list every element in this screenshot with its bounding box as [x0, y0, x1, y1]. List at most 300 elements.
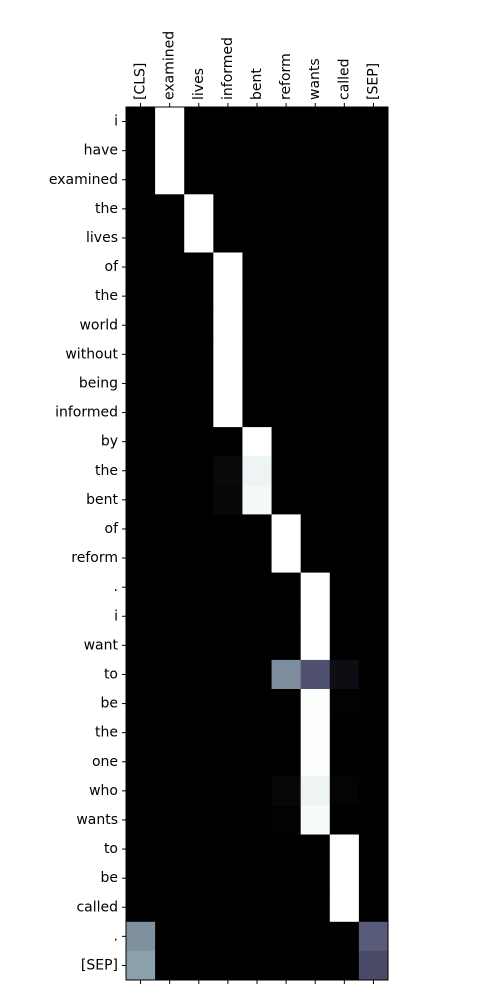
heatmap-cell [155, 776, 185, 806]
heatmap-cell [213, 107, 243, 137]
heatmap-cell [213, 398, 243, 428]
heatmap-cell [126, 456, 156, 486]
heatmap-cell [330, 369, 360, 399]
heatmap-cell [359, 311, 389, 341]
heatmap-cell [301, 718, 331, 748]
y-tick-label: i [114, 608, 118, 625]
heatmap-cell [155, 282, 185, 312]
heatmap-cell [213, 194, 243, 224]
heatmap-cell [272, 835, 302, 865]
heatmap-cell [242, 136, 272, 166]
heatmap-cell [242, 107, 272, 137]
heatmap-cell [184, 253, 214, 283]
heatmap-cell [213, 427, 243, 457]
heatmap-cell [242, 631, 272, 661]
heatmap-cell [272, 282, 302, 312]
heatmap-cell [213, 136, 243, 166]
y-tick-label: i [114, 113, 118, 130]
heatmap-cell [330, 660, 360, 690]
y-tick-label: without [65, 346, 118, 363]
heatmap-cell [272, 573, 302, 603]
heatmap-cell [330, 718, 360, 748]
heatmap-cell [330, 223, 360, 253]
heatmap-cell [242, 223, 272, 253]
heatmap-cell [126, 747, 156, 777]
heatmap-cell [155, 718, 185, 748]
x-tick-label: bent [249, 68, 265, 100]
heatmap-cell [126, 864, 156, 894]
heatmap-cell [301, 747, 331, 777]
x-tick-label: [CLS] [132, 62, 149, 100]
heatmap-cell [213, 893, 243, 923]
heatmap-cell [301, 194, 331, 224]
heatmap-cell [126, 136, 156, 166]
y-axis-ticks [122, 122, 126, 966]
heatmap-cell [359, 805, 389, 835]
heatmap-cell [242, 922, 272, 952]
heatmap-cell [272, 427, 302, 457]
y-tick-label: be [100, 695, 118, 712]
heatmap-cell [330, 631, 360, 661]
y-tick-label: reform [71, 550, 118, 567]
heatmap-cell [330, 253, 360, 283]
heatmap-cell [272, 544, 302, 574]
heatmap-cell [213, 864, 243, 894]
heatmap-cell [126, 602, 156, 632]
heatmap-cell [330, 514, 360, 544]
heatmap-cell [213, 660, 243, 690]
y-tick-label: informed [55, 404, 118, 421]
heatmap-cell [301, 456, 331, 486]
heatmap-cell [301, 573, 331, 603]
heatmap-cell [242, 573, 272, 603]
heatmap-cell [301, 136, 331, 166]
heatmap-cell [213, 340, 243, 370]
heatmap-cell [155, 689, 185, 719]
heatmap-cell [126, 573, 156, 603]
heatmap-cell [359, 282, 389, 312]
heatmap-cell [126, 427, 156, 457]
y-tick-label: to [103, 666, 118, 683]
heatmap-cell [155, 165, 185, 195]
heatmap-cell [242, 602, 272, 632]
heatmap-cell [359, 835, 389, 865]
heatmap-cell [272, 805, 302, 835]
heatmap-cell [301, 631, 331, 661]
x-axis-tick-labels [133, 31, 382, 100]
heatmap-cell [184, 136, 214, 166]
heatmap-cell [242, 835, 272, 865]
heatmap-cell [359, 893, 389, 923]
heatmap-cell [126, 369, 156, 399]
y-tick-label: the [95, 288, 118, 305]
heatmap-cell [330, 398, 360, 428]
heatmap-cell [126, 631, 156, 661]
heatmap-cell [126, 514, 156, 544]
heatmap-cell [213, 456, 243, 486]
heatmap-cell [301, 776, 331, 806]
heatmap-cell [184, 282, 214, 312]
heatmap-cell [359, 456, 389, 486]
heatmap-cell [155, 747, 185, 777]
heatmap-cell [330, 835, 360, 865]
heatmap-cell [359, 223, 389, 253]
heatmap-cell [213, 485, 243, 515]
heatmap-cell [242, 194, 272, 224]
heatmap-cell [184, 514, 214, 544]
heatmap-cell [301, 922, 331, 952]
heatmap-cell [155, 340, 185, 370]
heatmap-cell [330, 602, 360, 632]
y-tick-label: being [78, 375, 118, 392]
heatmap-cell [126, 718, 156, 748]
heatmap-cell [301, 951, 331, 981]
heatmap-cell [330, 776, 360, 806]
heatmap-cell [213, 718, 243, 748]
heatmap-cell [184, 747, 214, 777]
heatmap-cell [155, 311, 185, 341]
heatmap-cell [272, 602, 302, 632]
heatmap-cell [272, 718, 302, 748]
heatmap-cell [359, 194, 389, 224]
heatmap-cell [184, 893, 214, 923]
y-tick-label: want [83, 637, 118, 654]
heatmap-cell [242, 747, 272, 777]
y-tick-label: wants [76, 811, 118, 828]
heatmap-cell [126, 544, 156, 574]
heatmap-cell [272, 456, 302, 486]
heatmap-cell [272, 893, 302, 923]
heatmap-cell [155, 805, 185, 835]
heatmap-cell [272, 660, 302, 690]
heatmap-cell [330, 893, 360, 923]
heatmap-cell [242, 514, 272, 544]
heatmap-cell [213, 602, 243, 632]
heatmap-cell [242, 456, 272, 486]
heatmap-cell [301, 253, 331, 283]
heatmap-cell [242, 398, 272, 428]
y-tick-label: the [95, 724, 118, 741]
heatmap-cell [184, 340, 214, 370]
heatmap-cell [213, 223, 243, 253]
heatmap-cell [184, 951, 214, 981]
heatmap-cell [213, 544, 243, 574]
heatmap-cell [184, 544, 214, 574]
heatmap-cell [155, 514, 185, 544]
y-tick-label: of [104, 520, 118, 537]
heatmap-cell [184, 311, 214, 341]
heatmap-cell [301, 602, 331, 632]
heatmap-cell [301, 107, 331, 137]
heatmap-cell [126, 107, 156, 137]
heatmap-cell [213, 951, 243, 981]
heatmap-cell [242, 893, 272, 923]
heatmap-cell [242, 689, 272, 719]
heatmap-cell [242, 369, 272, 399]
heatmap-cell [184, 718, 214, 748]
heatmap-cell [184, 398, 214, 428]
heatmap-cell [359, 485, 389, 515]
heatmap-cell [184, 922, 214, 952]
heatmap-cell [301, 165, 331, 195]
heatmap-cell [155, 253, 185, 283]
heatmap-cell [126, 951, 156, 981]
heatmap-cell [184, 602, 214, 632]
heatmap-cell [301, 485, 331, 515]
heatmap-cell [242, 805, 272, 835]
heatmap-cell [242, 311, 272, 341]
heatmap-cell [155, 136, 185, 166]
y-tick-label: one [91, 753, 118, 770]
heatmap-cell [126, 194, 156, 224]
heatmap-cell [213, 573, 243, 603]
heatmap-cell [213, 369, 243, 399]
heatmap-cell [359, 369, 389, 399]
heatmap-cell [359, 689, 389, 719]
heatmap-cell [213, 165, 243, 195]
heatmap-cell [126, 223, 156, 253]
heatmap-cell [213, 776, 243, 806]
heatmap-cell [272, 136, 302, 166]
heatmap-cell [126, 893, 156, 923]
heatmap-cell [359, 544, 389, 574]
heatmap-cell [184, 456, 214, 486]
y-tick-label: have [83, 142, 118, 159]
heatmap-cell [184, 427, 214, 457]
heatmap-cell [155, 660, 185, 690]
heatmap-cell [359, 718, 389, 748]
y-tick-label: examined [48, 171, 118, 188]
heatmap-cell [301, 835, 331, 865]
heatmap-cell [301, 398, 331, 428]
heatmap-cell [330, 864, 360, 894]
heatmap-cell [155, 427, 185, 457]
heatmap-cell [126, 485, 156, 515]
heatmap-cell [155, 369, 185, 399]
heatmap-cell [126, 776, 156, 806]
x-tick-label: examined [161, 30, 178, 100]
heatmap-cell [184, 369, 214, 399]
heatmap-cell [184, 689, 214, 719]
x-tick-label: called [336, 58, 353, 100]
y-tick-label: who [89, 782, 118, 799]
heatmap-cell [213, 805, 243, 835]
y-tick-label: . [113, 928, 118, 945]
heatmap-cell [330, 340, 360, 370]
heatmap-cell [301, 864, 331, 894]
heatmap-cell [126, 311, 156, 341]
heatmap-cell [155, 223, 185, 253]
heatmap-cell [213, 631, 243, 661]
x-tick-label: lives [190, 68, 207, 100]
heatmap-cell [126, 835, 156, 865]
heatmap-cell [330, 165, 360, 195]
heatmap-cell [126, 398, 156, 428]
heatmap-cell [330, 194, 360, 224]
heatmap-cell [301, 340, 331, 370]
heatmap-cell [359, 398, 389, 428]
heatmap-cell [155, 631, 185, 661]
heatmap-cell [184, 223, 214, 253]
heatmap-cell [359, 747, 389, 777]
heatmap-cell [359, 514, 389, 544]
heatmap-cell [330, 805, 360, 835]
heatmap-cell [155, 544, 185, 574]
heatmap-cell [359, 776, 389, 806]
heatmap-cell [155, 398, 185, 428]
heatmap-cell [272, 864, 302, 894]
heatmap-cell [301, 893, 331, 923]
heatmap-cell [359, 340, 389, 370]
y-axis-tick-labels [49, 114, 119, 974]
heatmap-cell [301, 689, 331, 719]
heatmap-cell [213, 689, 243, 719]
heatmap-cell [242, 282, 272, 312]
heatmap-cell [126, 689, 156, 719]
heatmap-cell [155, 573, 185, 603]
heatmap-cells [126, 107, 389, 981]
heatmap-cell [272, 776, 302, 806]
heatmap-cell [272, 165, 302, 195]
heatmap-cell [213, 282, 243, 312]
heatmap-cell [213, 311, 243, 341]
heatmap-cell [359, 864, 389, 894]
heatmap-cell [330, 922, 360, 952]
heatmap-cell [272, 922, 302, 952]
y-tick-label: . [113, 579, 118, 596]
heatmap-cell [184, 194, 214, 224]
heatmap-cell [272, 194, 302, 224]
heatmap-cell [330, 456, 360, 486]
x-tick-label: wants [307, 58, 324, 100]
y-tick-label: by [100, 433, 118, 450]
heatmap-cell [184, 805, 214, 835]
heatmap-cell [184, 165, 214, 195]
heatmap-cell [272, 107, 302, 137]
heatmap-cell [242, 864, 272, 894]
heatmap-cell [359, 427, 389, 457]
heatmap-cell [359, 602, 389, 632]
heatmap-cell [301, 660, 331, 690]
heatmap-cell [272, 340, 302, 370]
heatmap-cell [359, 165, 389, 195]
heatmap-cell [184, 776, 214, 806]
heatmap-cell [272, 311, 302, 341]
heatmap-cell [242, 544, 272, 574]
heatmap-cell [155, 835, 185, 865]
heatmap-cell [359, 573, 389, 603]
heatmap-cell [155, 602, 185, 632]
heatmap-cell [330, 485, 360, 515]
heatmap-cell [213, 922, 243, 952]
x-tick-label: [SEP] [365, 62, 382, 100]
heatmap-cell [242, 951, 272, 981]
y-tick-label: the [95, 200, 118, 217]
heatmap-cell [330, 311, 360, 341]
x-tick-label: informed [219, 37, 236, 100]
heatmap-cell [330, 747, 360, 777]
heatmap-cell [242, 165, 272, 195]
heatmap-cell [272, 514, 302, 544]
heatmap-cell [155, 107, 185, 137]
y-tick-label: of [104, 259, 118, 276]
heatmap-cell [155, 456, 185, 486]
y-tick-label: [SEP] [80, 957, 118, 974]
heatmap-cell [213, 253, 243, 283]
heatmap-cell [272, 951, 302, 981]
heatmap-cell [359, 951, 389, 981]
heatmap-cell [126, 282, 156, 312]
heatmap-cell [359, 631, 389, 661]
x-tick-label: reform [278, 53, 295, 100]
heatmap-cell [359, 922, 389, 952]
heatmap-cell [184, 573, 214, 603]
heatmap-cell [272, 747, 302, 777]
y-tick-label: the [95, 462, 118, 479]
heatmap-cell [155, 951, 185, 981]
heatmap-cell [184, 660, 214, 690]
heatmap-cell [184, 485, 214, 515]
heatmap-cell [242, 776, 272, 806]
heatmap-cell [242, 340, 272, 370]
heatmap-cell [301, 427, 331, 457]
heatmap-cell [242, 660, 272, 690]
y-tick-label: to [103, 841, 118, 858]
heatmap-cell [184, 835, 214, 865]
heatmap-cell [330, 107, 360, 137]
y-tick-label: world [79, 317, 118, 334]
heatmap-cell [330, 573, 360, 603]
heatmap-cell [155, 922, 185, 952]
heatmap-cell [272, 398, 302, 428]
heatmap-cell [242, 718, 272, 748]
heatmap-cell [184, 107, 214, 137]
heatmap-cell [301, 282, 331, 312]
heatmap-cell [330, 282, 360, 312]
heatmap-cell [242, 485, 272, 515]
heatmap-cell [330, 689, 360, 719]
heatmap-cell [272, 485, 302, 515]
heatmap-cell [242, 427, 272, 457]
heatmap-cell [359, 660, 389, 690]
heatmap-cell [213, 747, 243, 777]
heatmap-cell [301, 311, 331, 341]
heatmap-cell [126, 253, 156, 283]
heatmap-cell [272, 631, 302, 661]
heatmap-cell [330, 136, 360, 166]
heatmap-cell [272, 253, 302, 283]
heatmap-cell [213, 514, 243, 544]
heatmap-cell [155, 194, 185, 224]
y-tick-label: called [76, 899, 118, 916]
y-tick-label: be [100, 870, 118, 887]
heatmap-cell [184, 864, 214, 894]
heatmap-cell [301, 514, 331, 544]
heatmap-cell [330, 427, 360, 457]
heatmap-cell [359, 107, 389, 137]
heatmap-cell [184, 631, 214, 661]
heatmap-cell [272, 223, 302, 253]
heatmap-cell [272, 689, 302, 719]
heatmap-cell [330, 544, 360, 574]
y-tick-label: bent [86, 491, 118, 508]
heatmap-cell [301, 544, 331, 574]
heatmap-cell [155, 893, 185, 923]
heatmap-cell [213, 835, 243, 865]
heatmap-cell [155, 864, 185, 894]
heatmap-cell [272, 369, 302, 399]
heatmap-cell [126, 805, 156, 835]
